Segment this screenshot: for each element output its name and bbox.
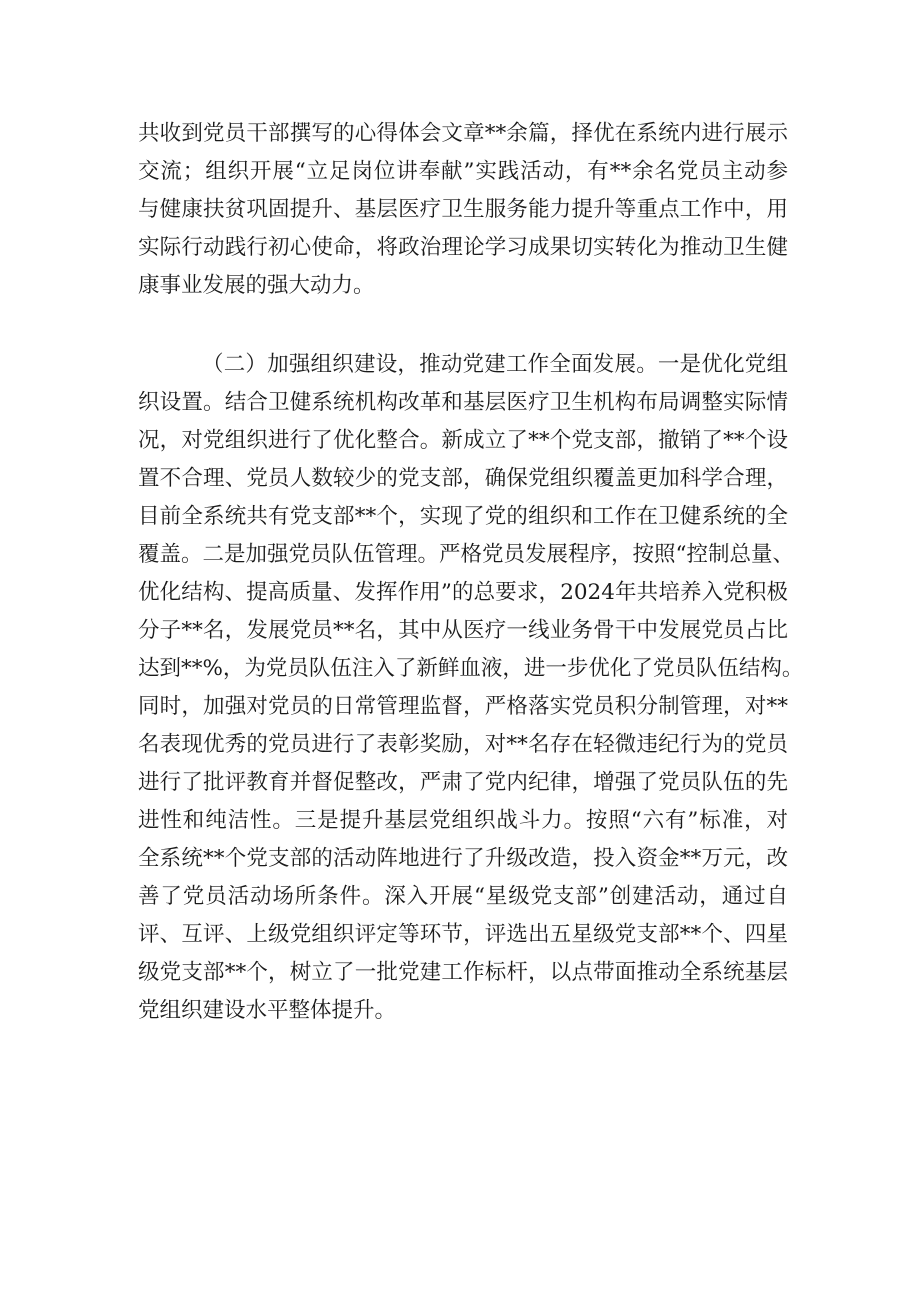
paragraph-1 xyxy=(138,115,788,305)
paragraph-line: 善了党员活动场所条件。深入开展“星级党支部”创建活动，通过自 xyxy=(138,884,788,909)
paragraph-line: 况，对党组织进行了优化整合。新成立了**个党支部，撤销了**个设 xyxy=(138,428,788,453)
paragraph-line: 优化结构、提高质量、发挥作用”的总要求，2024年共培养入党积极 xyxy=(138,580,788,605)
paragraph-line: 覆盖。二是加强党员队伍管理。严格党员发展程序，按照“控制总量、 xyxy=(138,542,794,567)
paragraph-line: 达到**%，为党员队伍注入了新鲜血液，进一步优化了党员队伍结构。 xyxy=(138,656,804,681)
paragraph-line: 党组织建设水平整体提升。 xyxy=(138,998,397,1023)
paragraph-line: 实际行动践行初心使命，将政治理论学习成果切实转化为推动卫生健 xyxy=(138,235,788,260)
paragraph-line: 共收到党员干部撰写的心得体会文章**余篇，择优在系统内进行展示 xyxy=(138,121,788,146)
paragraph-line: 分子**名，发展党员**名，其中从医疗一线业务骨干中发展党员占比 xyxy=(138,618,788,643)
paragraph-line: 织设置。结合卫健系统机构改革和基层医疗卫生机构布局调整实际情 xyxy=(138,390,788,415)
paragraph-line: 与健康扶贫巩固提升、基层医疗卫生服务能力提升等重点工作中，用 xyxy=(138,197,788,222)
paragraph-line: 全系统**个党支部的活动阵地进行了升级改造，投入资金**万元，改 xyxy=(138,846,788,871)
paragraph-line: 名表现优秀的党员进行了表彰奖励，对**名存在轻微违纪行为的党员 xyxy=(138,732,788,757)
paragraph-line: 交流；组织开展“立足岗位讲奉献”实践活动，有**余名党员主动参 xyxy=(138,159,788,184)
paragraph-line: 康事业发展的强大动力。 xyxy=(138,273,375,298)
section-heading-line: （二）加强组织建设，推动党建工作全面发展。一是优化党组 xyxy=(202,352,788,377)
paragraph-2 xyxy=(138,346,804,1030)
paragraph-line: 目前全系统共有党支部**个，实现了党的组织和工作在卫健系统的全 xyxy=(138,504,788,529)
paragraph-line: 级党支部**个，树立了一批党建工作标杆，以点带面推动全系统基层 xyxy=(138,960,788,985)
paragraph-line: 进行了批评教育并督促整改，严肃了党内纪律，增强了党员队伍的先 xyxy=(138,770,788,795)
paragraph-line: 同时，加强对党员的日常管理监督，严格落实党员积分制管理，对** xyxy=(138,694,788,719)
paragraph-line: 置不合理、党员人数较少的党支部，确保党组织覆盖更加科学合理， xyxy=(138,466,788,491)
paragraph-line: 评、互评、上级党组织评定等环节，评选出五星级党支部**个、四星 xyxy=(138,922,788,947)
paragraph-line: 进性和纯洁性。三是提升基层党组织战斗力。按照“六有”标准，对 xyxy=(138,808,788,833)
